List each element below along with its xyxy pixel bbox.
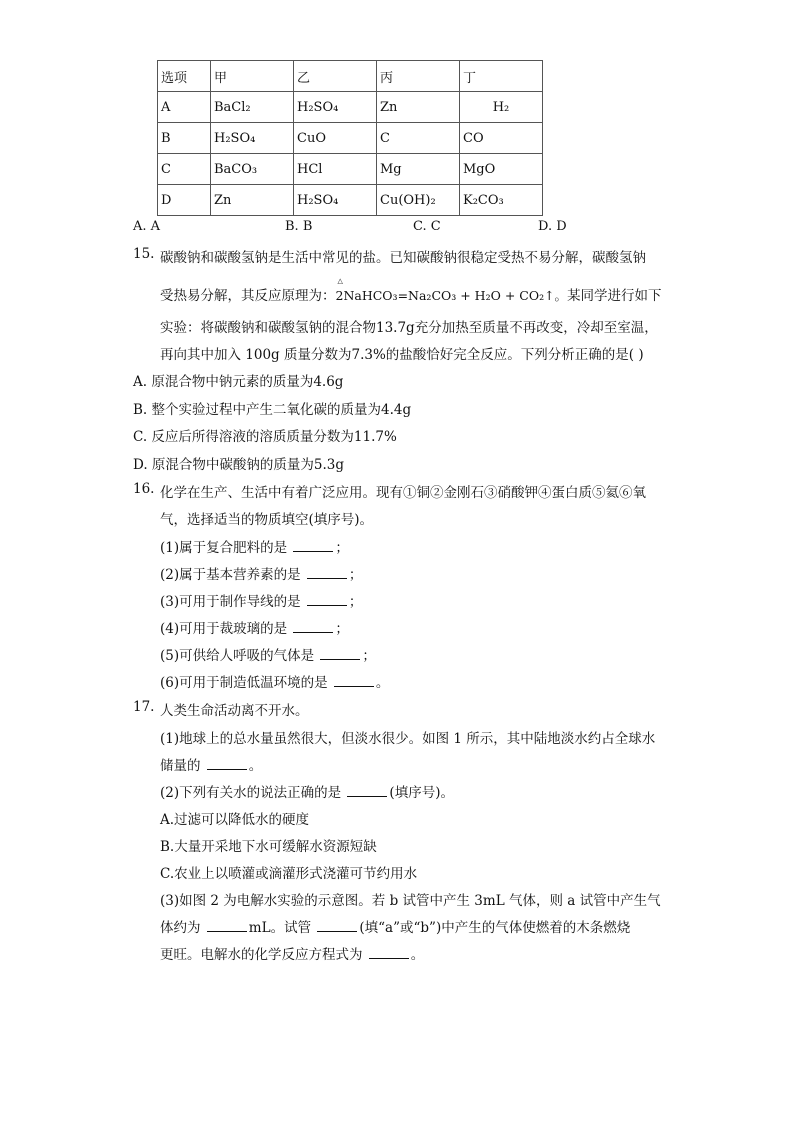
table-cell: 甲 xyxy=(211,61,294,92)
q16-line: 化学在生产、生活中有着广泛应用。现有①铜②金刚石③硝酸钾④蛋白质⑤氦⑥氧 xyxy=(160,485,646,501)
table-cell: Zn xyxy=(211,185,294,216)
item-text: (1)属于复合肥料的是 xyxy=(160,540,288,556)
item-text: 更旺。电解水的化学反应方程式为 xyxy=(160,947,363,963)
table-row xyxy=(158,123,543,154)
item-text: (填序号)。 xyxy=(389,785,454,801)
reaction-equation xyxy=(335,277,568,304)
answer-option-d: D. D xyxy=(538,219,567,234)
answer-option-b: B. B xyxy=(285,219,313,234)
answer-blank xyxy=(307,594,347,606)
item-text: (2)属于基本营养素的是 xyxy=(160,567,301,583)
q15-option: D. 原混合物中碳酸钠的质量为5.3g xyxy=(133,457,345,473)
item-text: 体约为 xyxy=(160,920,201,936)
q17-line xyxy=(160,754,262,774)
table-cell: H₂SO₄ xyxy=(211,123,294,154)
question-number: 17. xyxy=(133,699,155,715)
table-row xyxy=(158,92,543,123)
table-cell: MgO xyxy=(460,154,543,185)
q17-option: B.大量开采地下水可缓解水资源短缺 xyxy=(160,839,377,855)
q17-line: (3)如图 2 为电解水实验的示意图。若 b 试管中产生 3mL 气体，则 a 试管中产生气 xyxy=(160,893,661,909)
item-text: (4)可用于裁玻璃的是 xyxy=(160,621,288,637)
answer-blank xyxy=(347,785,387,797)
q16-item xyxy=(160,644,376,664)
q15-option: A. 原混合物中钠元素的质量为4.6g xyxy=(133,374,344,390)
table-row xyxy=(158,154,543,185)
answer-blank xyxy=(307,567,347,579)
table-cell: C xyxy=(158,154,211,185)
q16-item xyxy=(160,617,349,637)
table-cell: HCl xyxy=(294,154,377,185)
q15-line: 实验：将碳酸钠和碳酸氢钠的混合物13.7g充分加热至质量不再改变，冷却至室温， xyxy=(160,320,658,336)
table-cell: 丙 xyxy=(377,61,460,92)
table-cell: BaCl₂ xyxy=(211,92,294,123)
q17-line xyxy=(160,943,424,963)
table-cell: C xyxy=(377,123,460,154)
q17-line: 人类生命活动离不开水。 xyxy=(160,703,309,719)
item-text: (6)可用于制造低温环境的是 xyxy=(160,675,328,691)
item-punct: 。 xyxy=(248,758,263,774)
table-cell: D xyxy=(158,185,211,216)
answer-blank xyxy=(293,621,333,633)
item-text: (5)可供给人呼吸的气体是 xyxy=(160,648,315,664)
q15-text: 某同学进行如下 xyxy=(567,288,662,304)
question-number: 15. xyxy=(133,246,155,262)
q17-line xyxy=(160,781,454,801)
equation-text: 2NaHCO₃=Na₂CO₃ + H₂O + CO₂↑。 xyxy=(335,288,568,303)
item-punct: ； xyxy=(348,567,363,583)
item-punct: ； xyxy=(335,540,349,556)
item-text: mL。试管 xyxy=(248,920,312,936)
item-text: (2)下列有关水的说法正确的是 xyxy=(160,785,342,801)
table-cell: CO xyxy=(460,123,543,154)
q15-line: 碳酸钠和碳酸氢钠是生活中常见的盐。已知碳酸钠很稳定受热不易分解，碳酸氢钠 xyxy=(160,250,646,266)
table-cell: 选项 xyxy=(158,61,211,92)
q16-item xyxy=(160,536,349,556)
q16-line: 气，选择适当的物质填空(填序号)。 xyxy=(160,512,374,528)
question-number: 16. xyxy=(133,481,155,497)
q15-option: C. 反应后所得溶液的溶质质量分数为11.7% xyxy=(133,429,397,445)
table-cell: H₂SO₄ xyxy=(294,185,377,216)
item-punct: ； xyxy=(335,621,349,637)
answer-option-c: C. C xyxy=(413,219,441,234)
table-cell: H₂ xyxy=(460,92,543,123)
q16-item xyxy=(160,563,362,583)
q17-option: C.农业上以喷灌或滴灌形式浇灌可节约用水 xyxy=(160,866,418,882)
answer-blank xyxy=(207,758,247,770)
answer-blank xyxy=(317,920,357,932)
q17-line: (1)地球上的总水量虽然很大，但淡水很少。如图 1 所示，其中陆地淡水约占全球水 xyxy=(160,731,656,747)
answer-blank xyxy=(369,947,409,959)
table-cell: Zn xyxy=(377,92,460,123)
item-punct: 。 xyxy=(410,947,425,963)
table-row xyxy=(158,185,543,216)
q17-line xyxy=(160,916,630,936)
q17-option: A.过滤可以降低水的硬度 xyxy=(160,812,310,828)
q15-line xyxy=(160,277,662,304)
q15-option: B. 整个实验过程中产生二氧化碳的质量为4.4g xyxy=(133,402,412,418)
item-text: 储量的 xyxy=(160,758,201,774)
table-cell: K₂CO₃ xyxy=(460,185,543,216)
table-cell: B xyxy=(158,123,211,154)
table-header-row xyxy=(158,61,543,92)
item-punct: ； xyxy=(348,594,363,610)
table-cell: Mg xyxy=(377,154,460,185)
table-cell: CuO xyxy=(294,123,377,154)
answer-blank xyxy=(293,540,333,552)
table-cell: BaCO₃ xyxy=(211,154,294,185)
q15-text: 受热易分解，其反应原理为： xyxy=(160,288,336,304)
item-text: (填“a”或“b”)中产生的气体使燃着的木条燃烧 xyxy=(359,920,631,936)
table-cell: A xyxy=(158,92,211,123)
options-table xyxy=(157,60,543,216)
item-text: (3)可用于制作导线的是 xyxy=(160,594,301,610)
table-cell: Cu(OH)₂ xyxy=(377,185,460,216)
item-punct: 。 xyxy=(375,675,390,691)
answer-blank xyxy=(320,648,360,660)
q16-item xyxy=(160,671,389,691)
q15-line: 再向其中加入 100g 质量分数为7.3%的盐酸恰好完全反应。下列分析正确的是( ) xyxy=(160,347,644,363)
q16-item xyxy=(160,590,362,610)
heat-condition: △ xyxy=(337,277,343,285)
answer-blank xyxy=(207,920,247,932)
answer-blank xyxy=(334,675,374,687)
table-cell: H₂SO₄ xyxy=(294,92,377,123)
answer-option-a: A. A xyxy=(133,219,161,234)
table-cell: 乙 xyxy=(294,61,377,92)
item-punct: ； xyxy=(362,648,376,664)
table-cell: 丁 xyxy=(460,61,543,92)
